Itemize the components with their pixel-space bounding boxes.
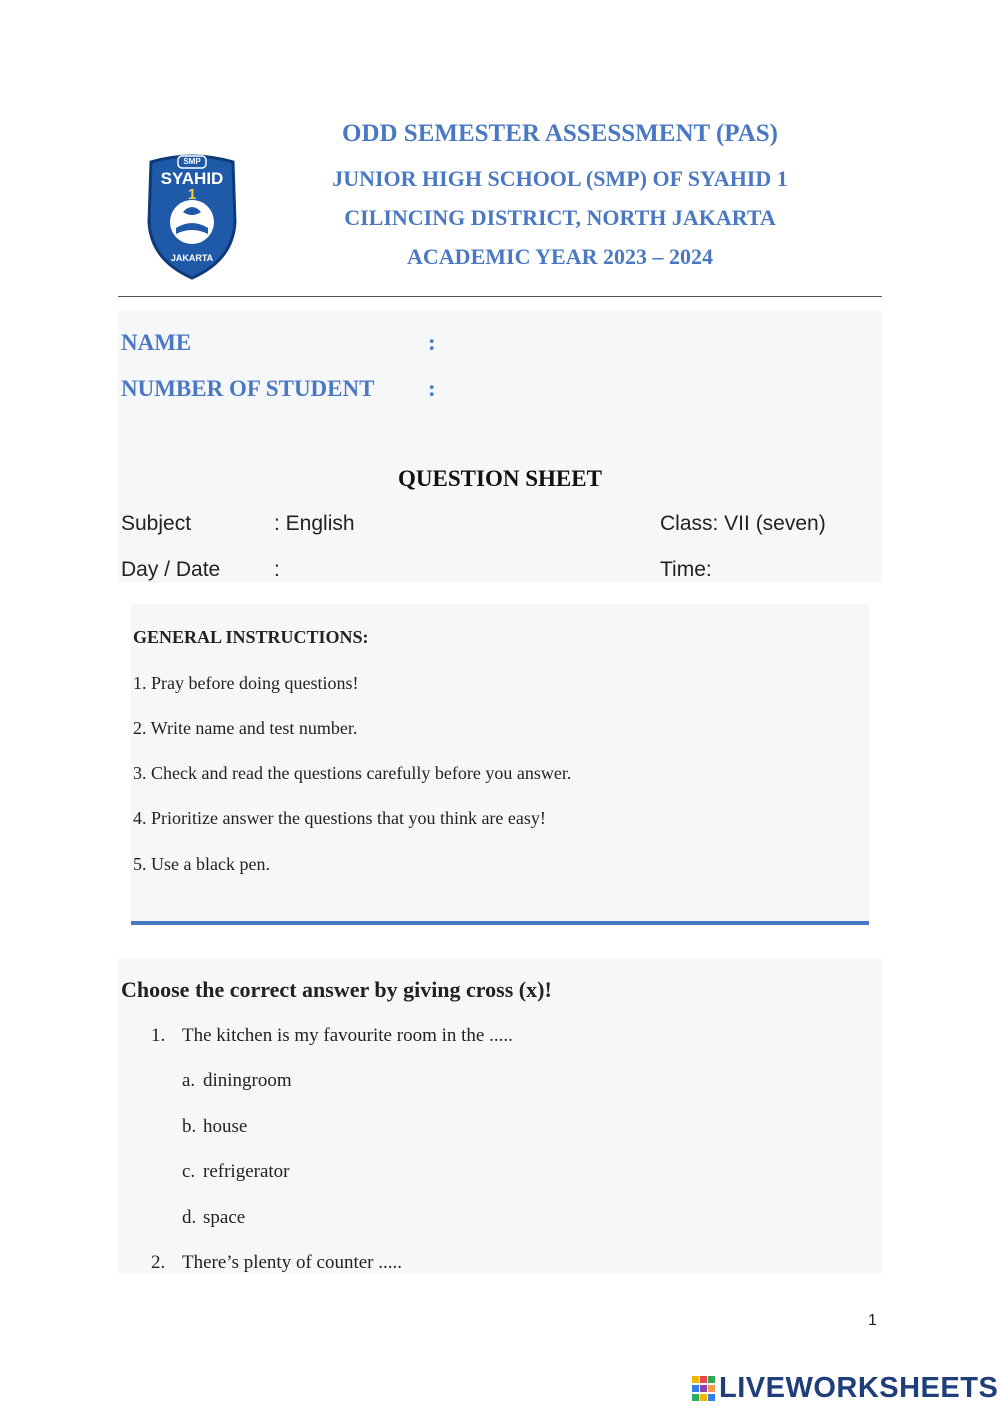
option-c-letter[interactable]: c. bbox=[182, 1161, 196, 1182]
option-b-letter[interactable]: b. bbox=[182, 1116, 197, 1137]
question-1-text: The kitchen is my favourite room in the ..... bbox=[182, 1025, 513, 1046]
logo-name-text: SYAHID bbox=[160, 169, 224, 188]
instructions-heading: GENERAL INSTRUCTIONS: bbox=[133, 627, 369, 647]
header-district: CILINCING DISTRICT, NORTH JAKARTA bbox=[344, 205, 776, 230]
class-text: Class: VII (seven) bbox=[660, 512, 826, 535]
student-number-label: NUMBER OF STUDENT bbox=[121, 376, 375, 401]
date-label: Day / Date bbox=[121, 558, 221, 581]
question-2-number: 2. bbox=[151, 1252, 166, 1273]
student-info-panel bbox=[118, 310, 882, 583]
instructions-underline bbox=[131, 921, 869, 925]
subject-label: Subject bbox=[121, 512, 192, 535]
student-number-colon[interactable]: : bbox=[428, 376, 436, 401]
header-divider bbox=[118, 296, 882, 297]
option-b-text[interactable]: house bbox=[203, 1116, 248, 1137]
page-number: 1 bbox=[868, 1312, 877, 1329]
name-colon[interactable]: : bbox=[428, 330, 436, 355]
instruction-item: 4. Prioritize answer the questions that you think are easy! bbox=[133, 808, 546, 828]
school-logo bbox=[143, 152, 241, 280]
option-a-text[interactable]: diningroom bbox=[203, 1070, 292, 1091]
time-text: Time: bbox=[660, 558, 712, 581]
instruction-item: 5. Use a black pen. bbox=[133, 854, 270, 874]
question-1-number: 1. bbox=[151, 1025, 166, 1046]
option-c-text[interactable]: refrigerator bbox=[203, 1161, 290, 1182]
logo-bottom-text: JAKARTA bbox=[170, 253, 214, 263]
instruction-item: 3. Check and read the questions carefully before you answer. bbox=[133, 763, 572, 783]
option-d-letter[interactable]: d. bbox=[182, 1207, 197, 1228]
instruction-item: 1. Pray before doing questions! bbox=[133, 673, 359, 693]
option-d-text[interactable]: space bbox=[203, 1207, 246, 1228]
logo-smp-text: SMP bbox=[183, 157, 201, 166]
questions-heading: Choose the correct answer by giving cross (x)! bbox=[121, 977, 552, 1002]
logo-number-text: 1 bbox=[187, 186, 197, 203]
header-school: JUNIOR HIGH SCHOOL (SMP) OF SYAHID 1 bbox=[332, 166, 788, 191]
name-label: NAME bbox=[121, 330, 192, 355]
subject-value: : English bbox=[274, 512, 355, 535]
date-value[interactable]: : bbox=[274, 558, 280, 581]
liveworksheets-brand[interactable]: LIVEWORKSHEETS bbox=[719, 1372, 999, 1404]
question-sheet-title: QUESTION SHEET bbox=[398, 466, 602, 491]
header-year: ACADEMIC YEAR 2023 – 2024 bbox=[407, 244, 713, 269]
instruction-item: 2. Write name and test number. bbox=[133, 718, 358, 738]
liveworksheets-logo-icon bbox=[692, 1376, 716, 1402]
header-title: ODD SEMESTER ASSESSMENT (PAS) bbox=[342, 120, 778, 147]
option-a-letter[interactable]: a. bbox=[182, 1070, 196, 1091]
question-2-text: There’s plenty of counter ..... bbox=[182, 1252, 403, 1273]
